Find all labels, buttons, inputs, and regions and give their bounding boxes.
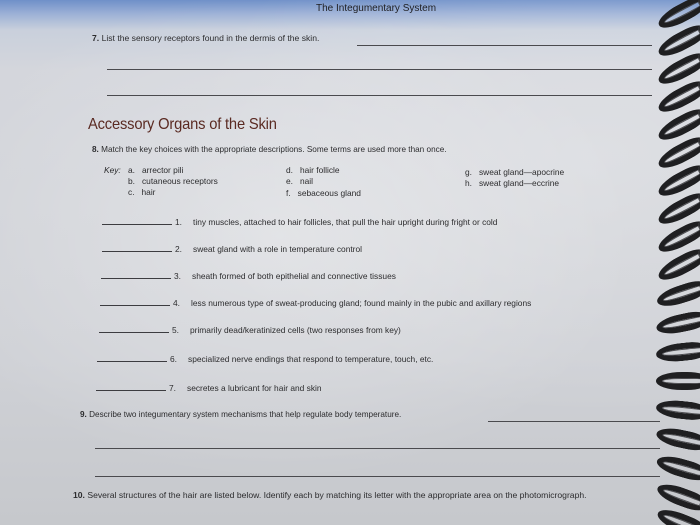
key-letter: e.: [286, 176, 293, 186]
section-title: Accessory Organs of the Skin: [88, 116, 277, 133]
question-10: [73, 489, 668, 501]
q9-answer-line-1[interactable]: [488, 421, 660, 422]
spiral-coil-icon: [655, 309, 700, 337]
item-number: 7.: [169, 383, 176, 393]
key-item-g: [465, 167, 564, 177]
q7-answer-line-2[interactable]: [107, 69, 652, 70]
key-item-e: [286, 176, 313, 186]
item-number: 1.: [175, 217, 182, 227]
matching-item-6: [97, 354, 433, 364]
question-8-text: Match the key choices with the appropriate descriptions. Some terms are used more than once.: [101, 145, 447, 154]
key-letter: f.: [286, 188, 291, 198]
item-description: less numerous type of sweat-producing gland; found mainly in the pubic and axillary regions: [191, 298, 532, 308]
key-item-a: [128, 165, 183, 175]
answer-blank[interactable]: [102, 224, 172, 225]
key-term: hair follicle: [299, 165, 340, 175]
page-header-title: The Integumentary System: [316, 3, 437, 14]
q9-answer-line-3[interactable]: [95, 476, 660, 477]
spiral-coil-icon: [656, 372, 700, 390]
key-term: sebaceous gland: [297, 188, 361, 198]
key-item-f: [286, 188, 361, 198]
key-letter: c.: [128, 187, 135, 197]
item-number: 4.: [173, 298, 180, 308]
answer-blank[interactable]: [101, 278, 171, 279]
item-number: 5.: [172, 325, 179, 335]
spiral-coil-icon: [655, 425, 700, 453]
question-10-number: 10.: [73, 490, 85, 500]
key-item-h: [465, 178, 559, 188]
question-7: [92, 33, 319, 43]
item-description: tiny muscles, attached to hair follicles, that pull the hair upright during fright or cold: [193, 217, 498, 227]
question-8: [92, 145, 447, 154]
question-7-text: List the sensory receptors found in the dermis of the skin.: [101, 33, 320, 43]
key-term: cutaneous receptors: [141, 176, 218, 186]
item-description: primarily dead/keratinized cells (two responses from key): [190, 325, 401, 335]
item-description: secretes a lubricant for hair and skin: [187, 383, 322, 393]
question-7-number: 7.: [92, 33, 100, 43]
question-8-number: 8.: [92, 145, 99, 154]
spiral-coil-icon: [655, 452, 700, 484]
question-9-text: Describe two integumentary system mechanisms that help regulate body temperature.: [89, 410, 402, 419]
key-term: nail: [299, 176, 314, 186]
answer-blank[interactable]: [97, 361, 167, 362]
key-letter: h.: [465, 178, 472, 188]
key-item-c: [128, 187, 155, 197]
key-item-d: [286, 165, 340, 175]
q9-answer-line-2[interactable]: [95, 448, 660, 449]
question-10-text: Several structures of the hair are listed below. Identify each by matching its letter with the appropriate area on the photomicrograph.: [87, 490, 587, 500]
answer-blank[interactable]: [99, 332, 169, 333]
key-term: arrector pili: [141, 165, 184, 175]
key-item-b: [128, 176, 218, 186]
item-number: 3.: [174, 271, 181, 281]
matching-item-7: [96, 383, 322, 393]
question-9-number: 9.: [80, 410, 87, 419]
key-term: sweat gland—apocrine: [478, 167, 565, 177]
key-letter: d.: [286, 165, 293, 175]
key-term: sweat gland—eccrine: [478, 178, 560, 188]
item-description: sheath formed of both epithelial and connective tissues: [192, 271, 396, 281]
key-label: Key:: [104, 165, 121, 175]
key-term: hair: [141, 187, 156, 197]
key-letter: b.: [128, 176, 135, 186]
spiral-coil-icon: [654, 277, 700, 310]
key-letter: a.: [128, 165, 135, 175]
spiral-coil-icon: [655, 340, 700, 363]
answer-blank[interactable]: [100, 305, 170, 306]
matching-item-4: [100, 298, 531, 308]
matching-item-1: [102, 217, 497, 227]
matching-item-5: [99, 325, 401, 335]
item-number: 2.: [175, 244, 182, 254]
spiral-binding: [648, 0, 700, 525]
key-letter: g.: [465, 167, 472, 177]
question-9: [80, 410, 401, 419]
spiral-coil-icon: [654, 480, 700, 515]
spiral-coil-icon: [655, 398, 700, 421]
item-number: 6.: [170, 354, 177, 364]
q7-answer-line-3[interactable]: [107, 95, 652, 96]
q7-answer-line-1[interactable]: [357, 45, 652, 46]
answer-blank[interactable]: [96, 390, 166, 391]
item-description: sweat gland with a role in temperature control: [193, 244, 362, 254]
item-description: specialized nerve endings that respond to temperature, touch, etc.: [188, 354, 434, 364]
matching-item-3: [101, 271, 396, 281]
answer-blank[interactable]: [102, 251, 172, 252]
matching-item-2: [102, 244, 362, 254]
